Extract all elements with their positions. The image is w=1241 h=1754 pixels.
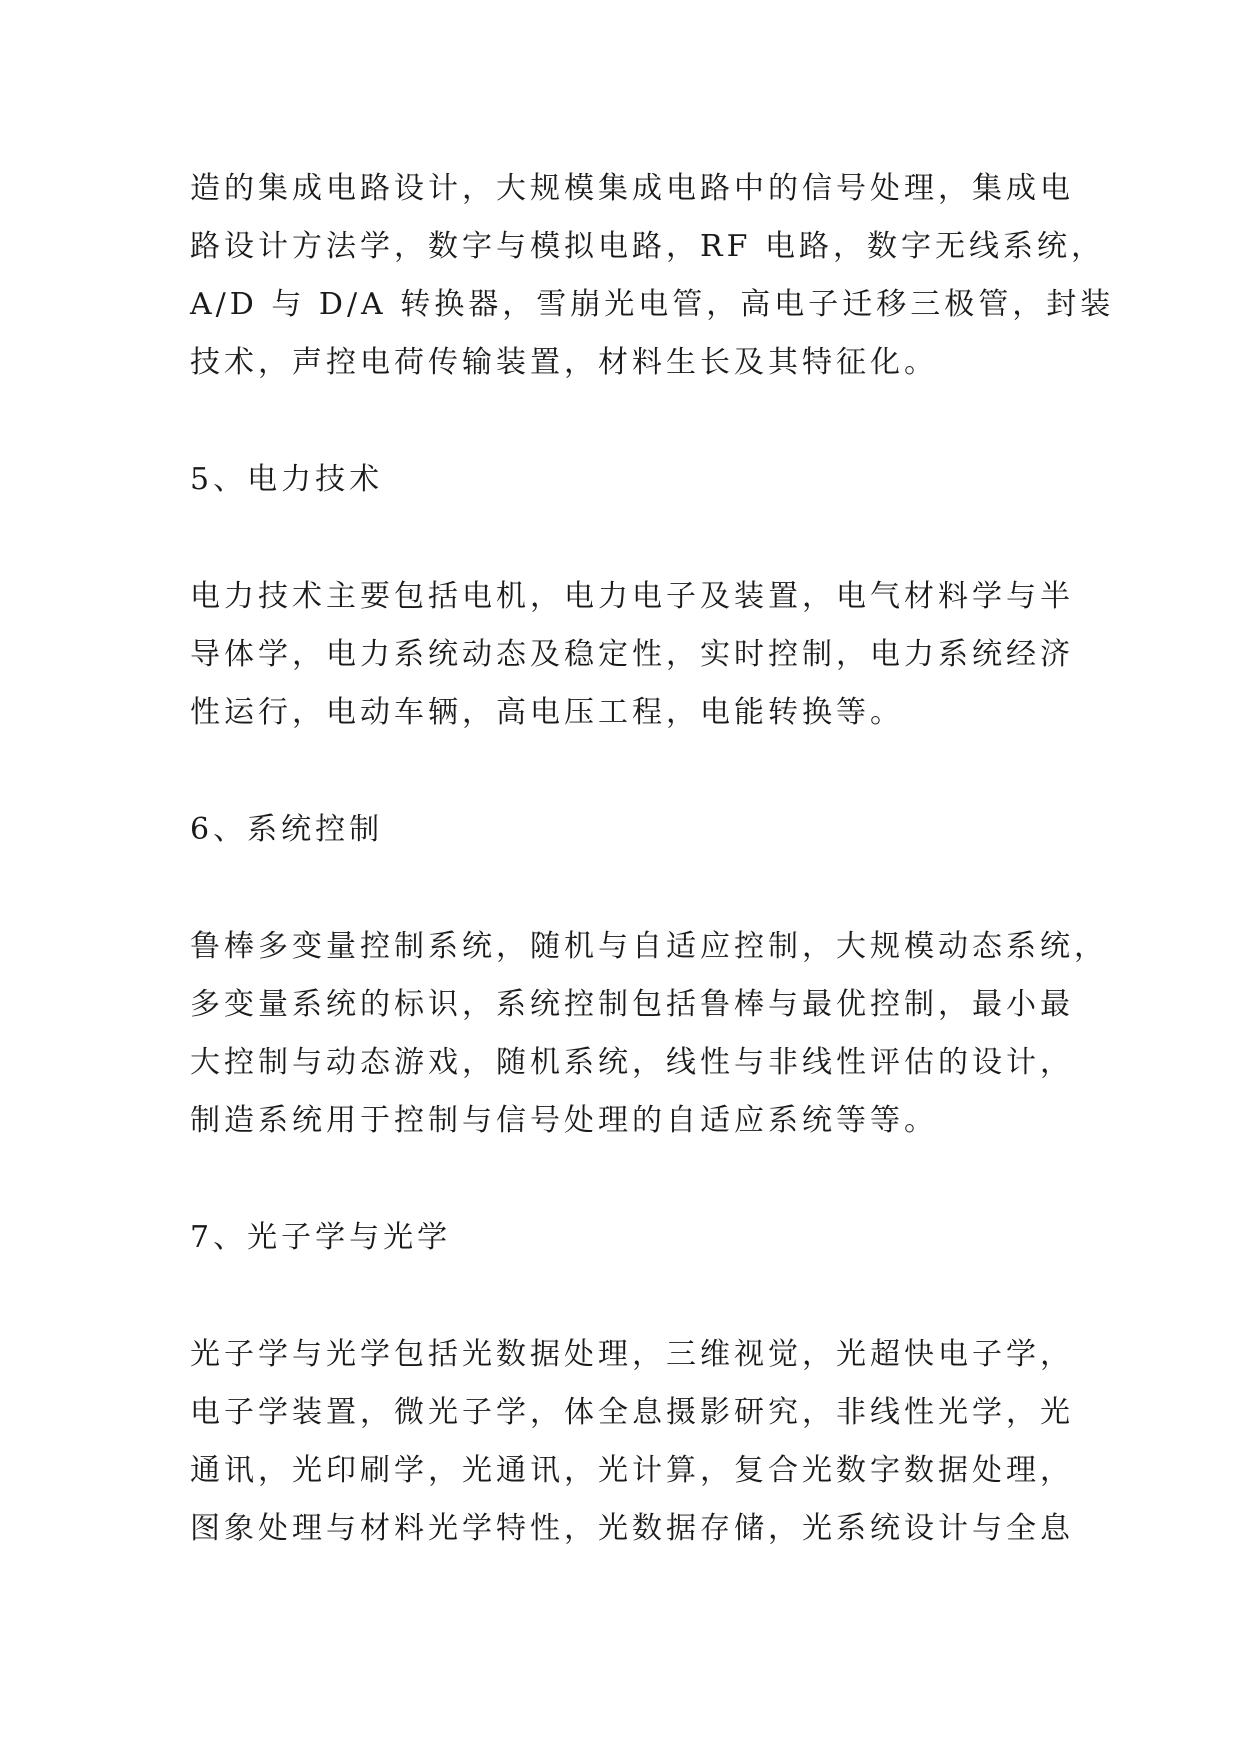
text-line: 造的集成电路设计，大规模集成电路中的信号处理，集成电 (190, 171, 1074, 206)
text-line: 通讯，光印刷学，光通讯，光计算，复合光数字数据处理， (190, 1453, 1074, 1488)
text-line: 导体学，电力系统动态及稳定性，实时控制，电力系统经济 (190, 637, 1074, 672)
text-line: 大控制与动态游戏，随机系统，线性与非线性评估的设计， (190, 1045, 1074, 1080)
text-line: 图象处理与材料光学特性，光数据存储，光系统设计与全息 (190, 1511, 1074, 1546)
paragraph-system-control (190, 918, 1108, 1150)
section-heading-photonics-optics: 7、光子学与光学 (190, 1220, 452, 1255)
text-line: 电力技术主要包括电机，电力电子及装置，电气材料学与半 (190, 579, 1074, 614)
text-line: 多变量系统的标识，系统控制包括鲁棒与最优控制，最小最 (190, 987, 1074, 1022)
text-line: 鲁棒多变量控制系统，随机与自适应控制，大规模动态系统， (190, 929, 1108, 964)
text-line: 光子学与光学包括光数据处理，三维视觉，光超快电子学， (190, 1337, 1074, 1372)
text-line: 性运行，电动车辆，高电压工程，电能转换等。 (190, 695, 904, 730)
text-line: 制造系统用于控制与信号处理的自适应系统等等。 (190, 1103, 938, 1138)
document-body (190, 160, 1115, 1558)
text-line: A/D 与 D/A 转换器，雪崩光电管，高电子迁移三极管，封装 (190, 287, 1115, 322)
text-line: 电子学装置，微光子学，体全息摄影研究，非线性光学，光 (190, 1395, 1074, 1430)
section-heading-power-technology: 5、电力技术 (190, 462, 384, 497)
paragraph-power-technology (190, 568, 1074, 742)
text-line: 路设计方法学，数字与模拟电路，RF 电路，数字无线系统， (190, 229, 1105, 264)
section-heading-system-control: 6、系统控制 (190, 812, 384, 847)
paragraph-photonics-optics (190, 1326, 1074, 1558)
text-line: 技术，声控电荷传输装置，材料生长及其特征化。 (190, 345, 938, 380)
paragraph-integrated-circuits (190, 160, 1115, 392)
